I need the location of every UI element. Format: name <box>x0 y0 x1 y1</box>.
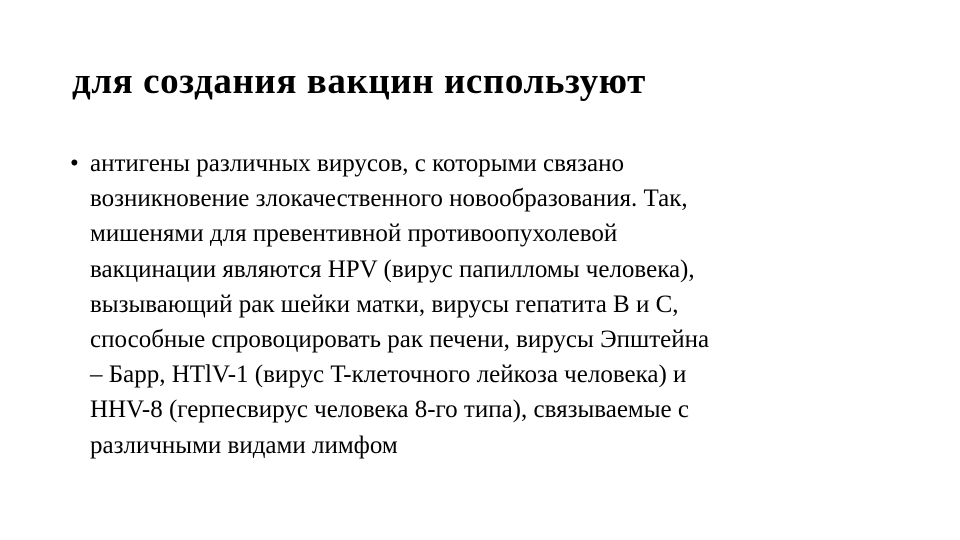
bullet-text <box>90 146 930 463</box>
bullet-line: мишенями для превентивной противоопухолевой <box>90 220 618 248</box>
bullet-line: различными видами лимфом <box>90 431 398 459</box>
bullet-item <box>70 146 930 463</box>
bullet-marker: • <box>70 150 79 177</box>
bullet-line: возникновение злокачественного новообразования. Так, <box>90 185 688 213</box>
slide-title: для создания вакцин используют <box>72 61 646 102</box>
bullet-line: – Барр, HTlV-1 (вирус T-клеточного лейкоза человека) и <box>90 361 687 389</box>
bullet-line: вакцинации являются HPV (вирус папилломы человека), <box>90 255 695 283</box>
bullet-line: вызывающий рак шейки матки, вирусы гепатита B и C, <box>90 290 679 318</box>
bullet-line: антигены различных вирусов, с которыми связано <box>90 150 624 177</box>
bullet-line: HHV-8 (герпесвирус человека 8-го типа), связываемые с <box>90 396 689 424</box>
bullet-line: способные спровоцировать рак печени, вирусы Эпштейна <box>90 326 710 354</box>
bullet-list <box>70 146 930 463</box>
